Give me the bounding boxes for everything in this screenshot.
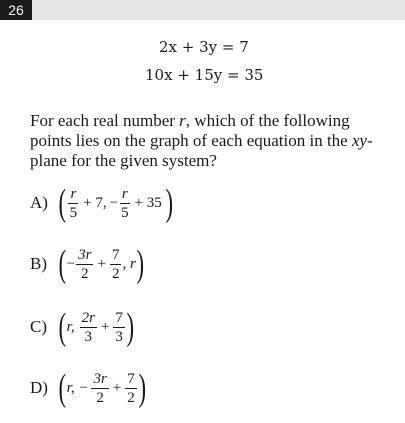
fraction <box>110 247 122 282</box>
fraction <box>68 186 80 221</box>
denominator: 3 <box>115 328 123 345</box>
choice-letter: B) <box>30 254 47 273</box>
operator-text: + 7, <box>83 194 107 211</box>
open-paren: ( <box>58 306 67 348</box>
question-prompt: For each real number r, which of the following points lies on the graph of each equation in the xy-plane for the given system? <box>30 111 373 170</box>
numerator: r <box>121 185 128 202</box>
close-paren: ) <box>136 243 144 285</box>
choice-expression <box>58 184 173 222</box>
fraction <box>76 247 93 282</box>
choice-expression <box>58 369 146 407</box>
choice-letter: A) <box>30 193 48 212</box>
system-equation-2: 10x + 15y = 35 <box>145 66 264 84</box>
system-equation-1: 2x + 3y = 7 <box>159 38 249 56</box>
choice-expression <box>58 308 135 346</box>
denominator: 2 <box>127 389 135 406</box>
choice-b[interactable] <box>30 242 144 286</box>
denominator: 2 <box>111 265 120 282</box>
choice-c[interactable] <box>30 305 135 349</box>
denominator: 5 <box>69 204 78 221</box>
denominator: 2 <box>81 265 89 282</box>
denominator: 5 <box>121 204 129 221</box>
operator-text: + 35 <box>134 194 162 211</box>
leading-term: r, <box>66 318 75 335</box>
choice-expression <box>58 245 144 283</box>
fraction <box>91 371 108 406</box>
operator-text: + <box>97 255 106 272</box>
question-header-bar <box>0 0 405 20</box>
minus-sign: − <box>66 255 76 272</box>
leading-term: r, − <box>66 379 89 396</box>
fraction <box>80 310 97 345</box>
numerator: 7 <box>111 246 120 263</box>
minus-sign: − <box>109 194 119 211</box>
open-paren: ( <box>58 182 67 224</box>
choice-d[interactable] <box>30 366 146 410</box>
denominator: 2 <box>96 389 104 406</box>
numerator: 3r <box>93 370 107 387</box>
choice-letter: D) <box>30 378 48 397</box>
numerator: r <box>70 185 77 202</box>
fraction <box>119 186 131 221</box>
numerator: 2r <box>81 309 95 326</box>
close-paren: ) <box>126 306 135 348</box>
operator-text: + <box>112 379 122 396</box>
operator-text: , r <box>122 255 136 272</box>
fraction <box>125 371 137 406</box>
choice-letter: C) <box>30 317 47 336</box>
numerator: 7 <box>115 309 123 326</box>
close-paren: ) <box>165 182 173 224</box>
numerator: 7 <box>127 370 135 387</box>
operator-text: + <box>100 318 110 335</box>
open-paren: ( <box>58 367 67 409</box>
close-paren: ) <box>138 367 146 409</box>
denominator: 3 <box>84 328 93 345</box>
question-number-badge: 26 <box>0 0 32 20</box>
choice-a[interactable] <box>30 181 173 225</box>
fraction <box>113 310 125 345</box>
open-paren: ( <box>58 243 67 285</box>
numerator: 3r <box>78 246 92 263</box>
